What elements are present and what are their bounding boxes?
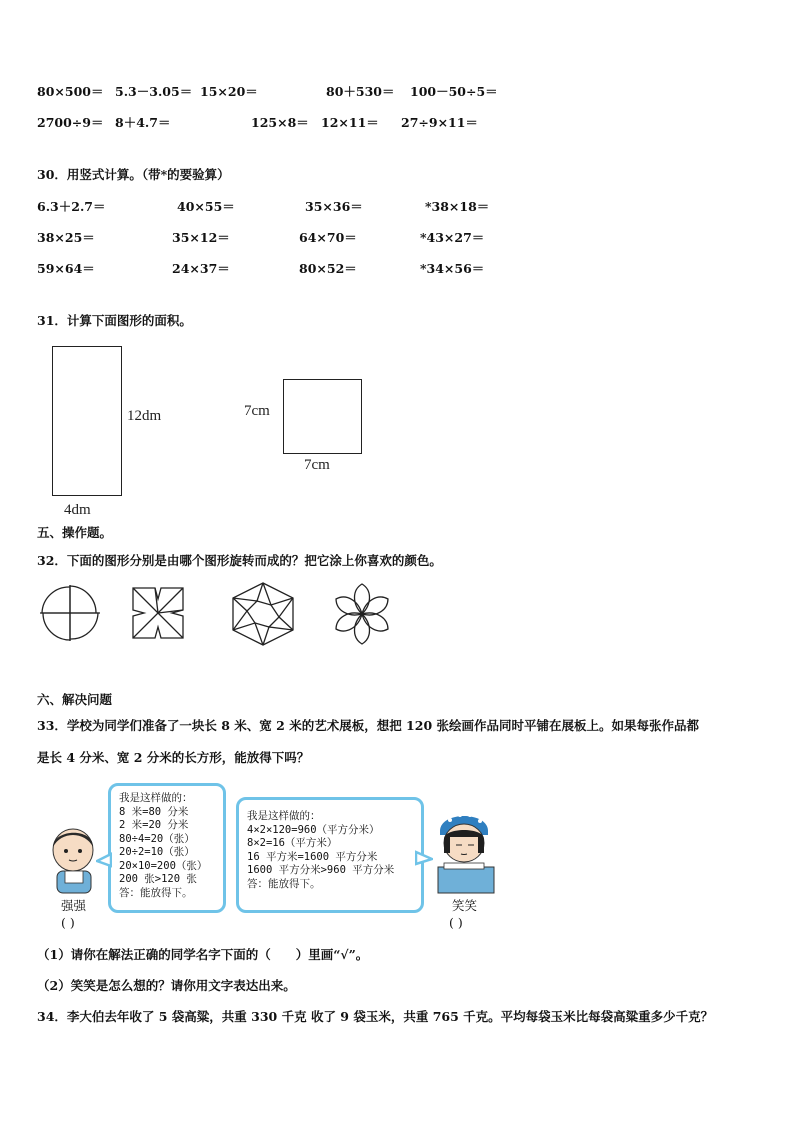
bubble-line: 8 米=80 分米 bbox=[119, 805, 189, 818]
square-figure bbox=[283, 379, 362, 454]
q30-item: 64×70＝ bbox=[299, 230, 357, 245]
oral-calc-1-1: 80×500＝ bbox=[37, 84, 104, 99]
oral-calc-1-3: 15×20＝ bbox=[200, 84, 258, 99]
oral-calc-1-5: 100－50÷5＝ bbox=[410, 84, 498, 99]
cross-x-figure bbox=[130, 585, 186, 641]
bubble-line: 2 米=20 分米 bbox=[119, 819, 189, 831]
q30-title: 30．用竖式计算。（带*的要验算） bbox=[37, 167, 230, 182]
bubble-line: 4×2×120=960（平方分米） bbox=[247, 823, 380, 836]
square-side-bottom-label: 7cm bbox=[304, 457, 330, 473]
hexagon-figure bbox=[227, 581, 299, 647]
bubble-line: 80÷4=20（张） bbox=[119, 832, 195, 845]
q30-item: *34×56＝ bbox=[420, 261, 485, 276]
q33-line-1: 33．学校为同学们准备了一块长 8 米、宽 2 米的艺术展板，想把 120 张绘画作品同时平铺在展板上。如果每张作品都 bbox=[37, 718, 699, 733]
flower-figure bbox=[330, 582, 394, 646]
speech-bubble-xiaoxiao bbox=[236, 797, 424, 913]
bubble-line: 20×10=200（张） bbox=[119, 859, 208, 872]
q30-item: 40×55＝ bbox=[177, 199, 235, 214]
q33-sub-1: （1）请你在解法正确的同学名字下面的（ ）里画“√”。 bbox=[37, 947, 369, 962]
oral-calc-1-2: 5.3－3.05＝ bbox=[115, 84, 193, 99]
name-qiangqiang: 强强 bbox=[61, 898, 87, 913]
girl-xiaoxiao-illustration bbox=[430, 805, 498, 895]
q30-item: 24×37＝ bbox=[172, 261, 230, 276]
speech-bubble-qiangqiang bbox=[108, 783, 226, 913]
pinwheel-figure bbox=[36, 583, 104, 643]
name-xiaoxiao: 笑笑 bbox=[452, 898, 478, 913]
q32-title: 32．下面的图形分别是由哪个图形旋转而成的？把它涂上你喜欢的颜色。 bbox=[37, 553, 442, 568]
q30-item: 35×36＝ bbox=[305, 199, 363, 214]
bubble-line: 答：能放得下。 bbox=[119, 886, 193, 899]
bubble-line: 我是这样做的： bbox=[247, 810, 321, 822]
bubble-tail-left bbox=[96, 852, 112, 868]
rect-width-label: 4dm bbox=[64, 502, 91, 518]
oral-calc-2-1: 2700÷9＝ bbox=[37, 115, 104, 130]
oral-calc-2-5: 27÷9×11＝ bbox=[401, 115, 478, 130]
section-6-title: 六、解决问题 bbox=[37, 692, 113, 707]
q34-text: 34．李大伯去年收了 5 袋高粱，共重 330 千克 收了 9 袋玉米，共重 765 千克。平均每袋玉米比每袋高粱重多少千克？ bbox=[37, 1009, 714, 1024]
oral-calc-1-4: 80＋530＝ bbox=[326, 84, 395, 99]
q30-item: 35×12＝ bbox=[172, 230, 230, 245]
rectangle-figure bbox=[52, 346, 122, 496]
oral-calc-2-3: 125×8＝ bbox=[251, 115, 309, 130]
oral-calc-2-2: 8＋4.7＝ bbox=[115, 115, 171, 130]
bubble-line: 8×2=16（平方米） bbox=[247, 837, 338, 849]
q30-item: *38×18＝ bbox=[425, 199, 490, 214]
square-side-left-label: 7cm bbox=[244, 403, 270, 419]
q30-item: 38×25＝ bbox=[37, 230, 95, 245]
bubble-line: 1600 平方分米>960 平方分米 bbox=[247, 864, 395, 876]
q30-item: 80×52＝ bbox=[299, 261, 357, 276]
q30-item: 59×64＝ bbox=[37, 261, 95, 276]
q30-item: *43×27＝ bbox=[420, 230, 485, 245]
answer-paren-qiangqiang[interactable]: ( ) bbox=[61, 915, 75, 930]
bubble-line: 答：能放得下。 bbox=[247, 877, 321, 890]
q33-line-2: 是长 4 分米、宽 2 分米的长方形，能放得下吗？ bbox=[37, 750, 310, 765]
answer-paren-xiaoxiao[interactable]: ( ) bbox=[449, 915, 463, 930]
q33-sub-2: （2）笑笑是怎么想的？请你用文字表达出来。 bbox=[37, 978, 296, 993]
bubble-line: 我是这样做的： bbox=[119, 792, 193, 804]
bubble-line: 20÷2=10（张） bbox=[119, 846, 195, 858]
bubble-line: 200 张>120 张 bbox=[119, 873, 197, 885]
q30-item: 6.3＋2.7＝ bbox=[37, 199, 106, 214]
oral-calc-2-4: 12×11＝ bbox=[321, 115, 379, 130]
section-5-title: 五、操作题。 bbox=[37, 525, 113, 540]
q31-title: 31．计算下面图形的面积。 bbox=[37, 313, 192, 328]
rect-height-label: 12dm bbox=[127, 408, 162, 424]
bubble-line: 16 平方米=1600 平方分米 bbox=[247, 850, 378, 863]
